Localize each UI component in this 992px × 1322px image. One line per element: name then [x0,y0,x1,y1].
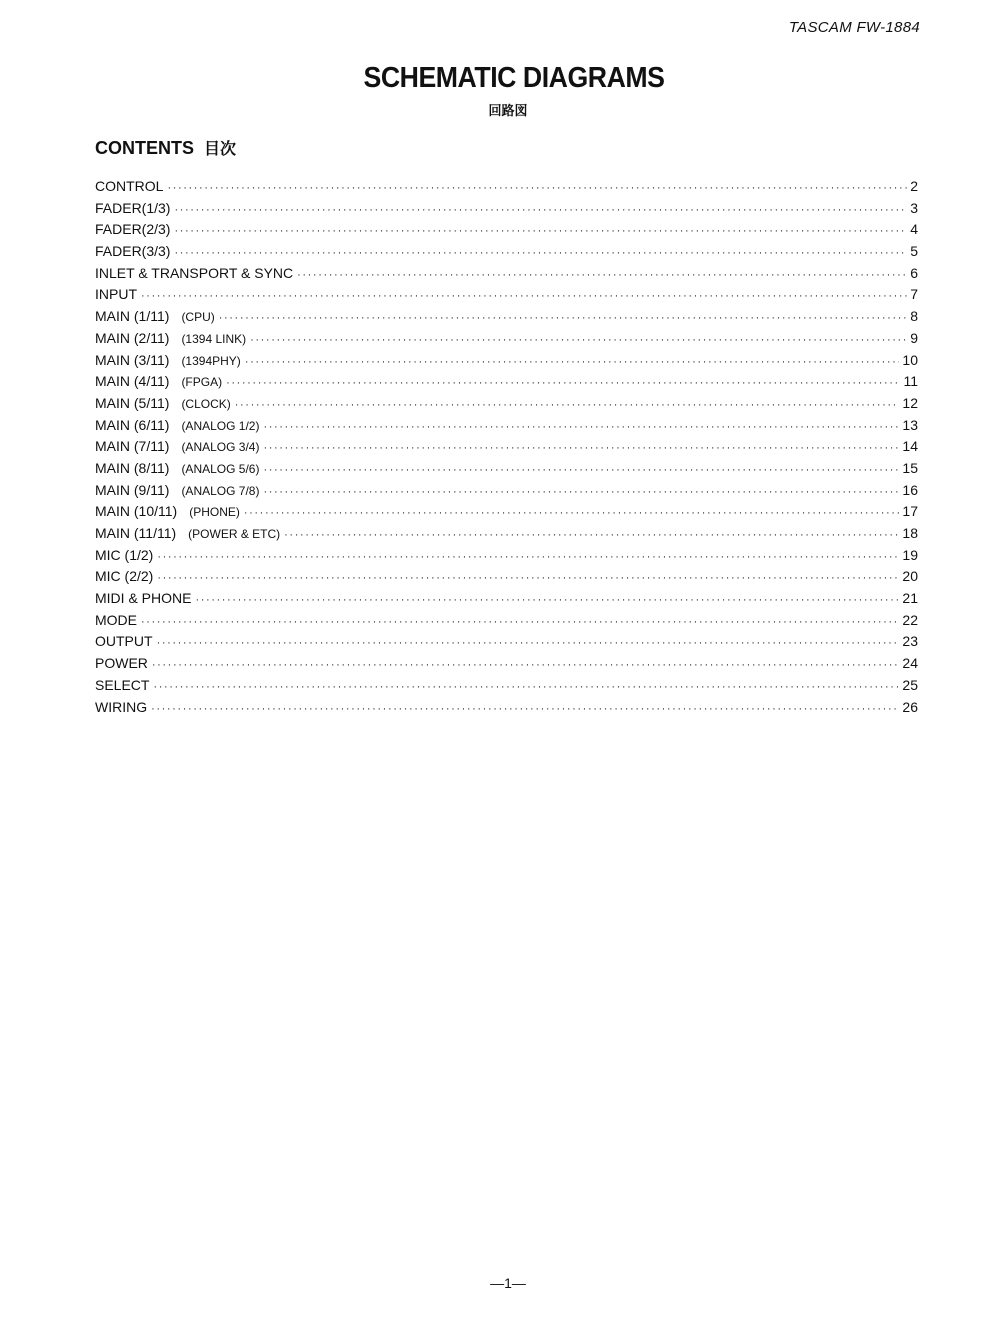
toc-entry-title: OUTPUT [95,633,153,650]
toc-entry-title: FADER(2/3) [95,221,171,238]
page-number: —1— [490,1275,526,1291]
toc-entry-page-number: 19 [902,546,918,563]
toc-dot-leader [250,334,907,346]
toc-entry-title: CONTROL [95,178,164,194]
toc-entry-subtitle: (FPGA) [181,375,223,390]
toc-entry-page-number: 26 [902,698,918,715]
toc-entry[interactable] [95,633,918,655]
toc-entry-page-number: 6 [910,264,918,281]
table-of-contents [95,178,918,720]
toc-entry-title: MAIN (9/11) [95,481,170,498]
toc-entry[interactable] [95,699,918,721]
toc-entry-page-number: 8 [910,308,918,325]
toc-entry-page-number: 21 [902,590,918,607]
page-title-japanese: 回路図 [488,103,528,118]
toc-entry-title: MIC (1/2) [95,546,154,563]
toc-entry-page-number: 13 [902,416,918,433]
toc-entry[interactable] [95,395,918,417]
toc-entry[interactable] [95,352,918,374]
toc-entry-page-number: 24 [902,655,918,672]
toc-entry[interactable] [95,438,918,460]
toc-dot-leader [157,637,900,649]
toc-entry-page-number: 2 [910,178,918,194]
toc-entry[interactable] [95,373,918,395]
toc-dot-leader [174,225,907,237]
toc-entry-page-number: 15 [902,459,918,476]
toc-dot-leader [174,204,907,216]
toc-entry-title: MAIN (10/11) [95,503,178,520]
toc-entry[interactable] [95,265,918,287]
toc-entry[interactable] [95,308,918,330]
toc-entry-title: MAIN (11/11) [95,525,177,541]
toc-entry-page-number: 16 [902,481,918,498]
toc-dot-leader [235,399,900,411]
toc-dot-leader [263,421,899,433]
toc-entry-page-number: 4 [910,221,918,238]
toc-dot-leader [226,377,900,389]
toc-dot-leader [157,551,899,563]
toc-entry-subtitle: (CLOCK) [181,396,231,411]
toc-entry-title: FADER(1/3) [95,199,171,216]
contents-heading-text: CONTENTS [95,138,194,158]
toc-entry-page-number: 9 [910,329,918,346]
toc-entry[interactable] [95,460,918,482]
toc-entry[interactable] [95,178,918,200]
toc-dot-leader [174,247,907,259]
toc-entry[interactable] [95,221,918,243]
toc-dot-leader [141,616,899,628]
toc-entry[interactable] [95,590,918,612]
toc-entry-page-number: 17 [902,503,918,520]
toc-dot-leader [141,290,907,302]
toc-dot-leader [219,312,907,324]
toc-entry-subtitle: (ANALOG 1/2) [181,418,260,433]
toc-entry-title: MAIN (1/11) [95,308,170,325]
toc-entry-subtitle: (1394 LINK) [181,331,247,346]
toc-entry-title: MODE [95,611,137,628]
toc-dot-leader [245,356,900,368]
toc-entry-title: MIC (2/2) [95,568,154,585]
toc-entry[interactable] [95,417,918,439]
toc-dot-leader [263,442,899,454]
toc-entry-subtitle: (ANALOG 5/6) [181,461,260,476]
toc-dot-leader [297,269,907,281]
toc-entry-title: WIRING [95,698,148,715]
toc-dot-leader [263,464,899,476]
toc-entry-title: INPUT [95,286,137,303]
toc-entry-page-number: 25 [902,676,918,693]
toc-entry-page-number: 11 [903,373,918,390]
toc-entry-page-number: 3 [910,199,918,216]
toc-dot-leader [263,486,899,498]
toc-entry-title: MAIN (7/11) [95,438,170,455]
toc-dot-leader [153,681,899,693]
toc-entry-title: FADER(3/3) [95,243,171,260]
toc-entry[interactable] [95,612,918,634]
toc-entry[interactable] [95,677,918,699]
toc-entry-title: INLET & TRANSPORT & SYNC [95,264,294,281]
toc-entry[interactable] [95,503,918,525]
toc-entry[interactable] [95,547,918,569]
toc-entry-page-number: 5 [910,243,918,260]
toc-entry[interactable] [95,243,918,265]
toc-entry-page-number: 20 [902,568,918,585]
toc-dot-leader [167,182,907,194]
toc-entry-page-number: 23 [902,633,918,650]
toc-entry-subtitle: (ANALOG 3/4) [181,440,260,455]
contents-heading [95,136,236,159]
toc-entry[interactable] [95,330,918,352]
toc-dot-leader [195,594,899,606]
toc-entry-title: MAIN (5/11) [95,394,170,411]
toc-entry-title: MAIN (6/11) [95,416,170,433]
toc-entry-title: POWER [95,655,148,672]
page-title: SCHEMATIC DIAGRAMS [363,62,665,94]
toc-entry-subtitle: (POWER & ETC) [188,527,281,541]
contents-heading-japanese: 目次 [204,141,237,158]
toc-dot-leader [284,529,899,541]
toc-entry-subtitle: (ANALOG 7/8) [181,483,260,498]
toc-entry-page-number: 7 [910,286,918,303]
toc-dot-leader [151,703,899,715]
toc-dot-leader [244,507,900,519]
toc-entry-title: MAIN (4/11) [95,373,170,390]
toc-entry[interactable] [95,655,918,677]
toc-entry-title: SELECT [95,676,150,693]
toc-entry-title: MAIN (2/11) [95,329,170,346]
toc-entry-title: MAIN (3/11) [95,351,170,368]
toc-entry-subtitle: (PHONE) [189,505,240,520]
toc-entry[interactable] [95,482,918,504]
toc-entry[interactable] [95,525,918,547]
document-model-header: TASCAM FW-1884 [788,19,920,36]
toc-entry-title: MIDI & PHONE [95,590,192,607]
toc-dot-leader [157,572,899,584]
toc-entry-title: MAIN (8/11) [95,459,170,476]
toc-entry-subtitle: (CPU) [181,310,215,325]
toc-entry[interactable] [95,286,918,308]
toc-entry-subtitle: (1394PHY) [181,353,241,368]
toc-entry-page-number: 18 [902,525,918,541]
toc-entry-page-number: 10 [902,351,918,368]
toc-entry[interactable] [95,200,918,222]
toc-dot-leader [152,659,900,671]
toc-entry-page-number: 12 [902,394,918,411]
toc-entry-page-number: 14 [902,438,918,455]
toc-entry-page-number: 22 [902,611,918,628]
toc-entry[interactable] [95,568,918,590]
